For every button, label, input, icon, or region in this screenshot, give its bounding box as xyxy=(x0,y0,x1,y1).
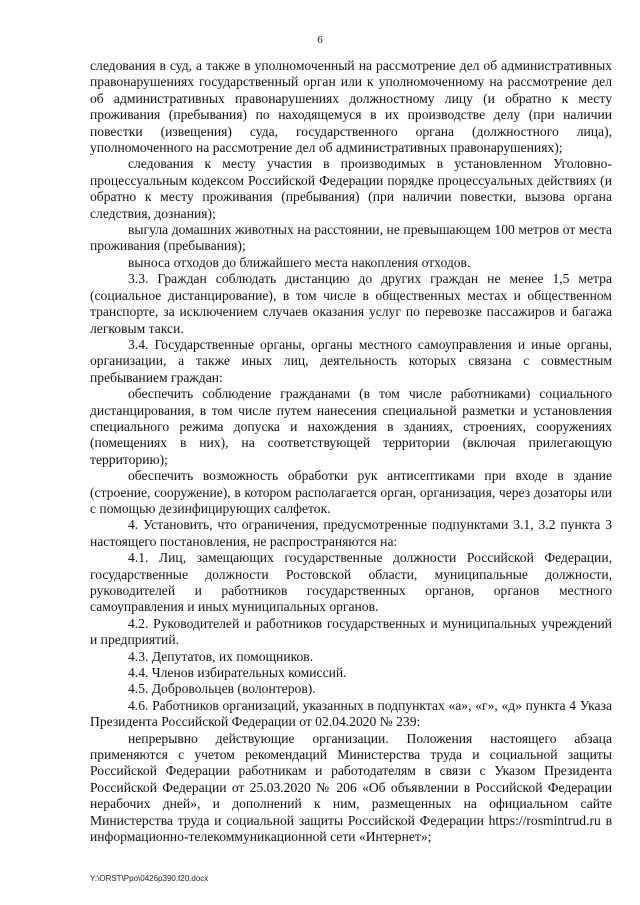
paragraph: 3.3. Граждан соблюдать дистанцию до других граждан не менее 1,5 метра (социальное дистанцирование), в том числе в общественных местах и общественном транспорте, за исключением случаев оказания услуг по перевозке пассажиров и багажа легковым такси. xyxy=(90,271,612,336)
paragraph: 4.4. Членов избирательных комиссий. xyxy=(128,665,347,681)
footer-file-path: Y:\ORST\Ppo\0426p390.f20.docx xyxy=(90,874,209,883)
paragraph: обеспечить возможность обработки рук антисептиками при входе в здание (строение, сооружение), в котором располагается орган, организация, через дозаторы или с помощью дезинфицирующих салфеток. xyxy=(90,468,612,516)
paragraph: 4.6. Работников организаций, указанных в подпунктах «а», «г», «д» пункта 4 Указа Президента Российской Федерации от 02.04.2020 № 239: xyxy=(90,697,612,730)
page-number: 6 xyxy=(317,34,323,46)
paragraph: следования к месту участия в производимых в установленном Уголовно-процессуальным кодексом Российской Федерации порядке процессуальных действиях (и обратно к месту проживания (пребывания) (при наличии повестки, вызова органа следствия, дознания); xyxy=(90,156,612,221)
paragraph: 4.1. Лиц, замещающих государственные должности Российской Федерации, государственные должности Ростовской области, муниципальные должности, руководителей и работников государственных органов, органов местного самоуправления и иных муниципальных органов. xyxy=(90,550,612,615)
paragraph: 4.2. Руководителей и работников государственных и муниципальных учреждений и предприятий. xyxy=(90,615,612,648)
paragraph: 4. Установить, что ограничения, предусмотренные подпунктами 3.1, 3.2 пункта 3 настоящего постановления, не распространяются на: xyxy=(90,517,612,549)
paragraph: 4.3. Депутатов, их помощников. xyxy=(128,648,314,664)
paragraph: обеспечить соблюдение гражданами (в том числе работниками) социального дистанцирования, в том числе путем нанесения специальной разметки и установления специального режима допуска и нахождения в зданиях, строениях, сооружениях (помещениях в них), на соответствующей территории (включая прилегающую территорию); xyxy=(90,386,612,467)
document-body xyxy=(90,58,612,846)
paragraph: 4.5. Добровольцев (волонтеров). xyxy=(128,681,316,697)
paragraph: 3.4. Государственные органы, органы местного самоуправления и иные органы, организации, а также иных лиц, деятельность которых связана с совместным пребыванием граждан: xyxy=(90,336,612,385)
paragraph: непрерывно действующие организации. Положения настоящего абзаца применяются с учетом рекомендаций Министерства труда и социальной защиты Российской Федерации работникам и работодателям в связи с Указом Президента Российской Федерации от 25.03.2020 № 206 «Об объявлении в Российской Федерации нерабочих дней», и дополнений к ним, размещенных на официальном сайте Министерства труда и социальной защиты Российской Федерации https://rosmintrud.ru в информационно-телекоммуникационной сети «Интернет»; xyxy=(90,730,612,845)
paragraph: выноса отходов до ближайшего места накопления отходов. xyxy=(128,254,471,270)
paragraph: выгула домашних животных на расстоянии, не превышающем 100 метров от места проживания (пребывания); xyxy=(90,222,612,254)
paragraph: следования в суд, а также в уполномоченный на рассмотрение дел об административных правонарушениях государственный орган или к уполномоченному на рассмотрение дел об административных правонарушениях должностному лицу (и обратно к месту проживания (пребывания) по находящемуся в их производстве делу (при наличии повестки (извещения) суда, государственного органа (должностного лица), уполномоченного на рассмотрение дел об административных правонарушениях); xyxy=(90,58,612,156)
